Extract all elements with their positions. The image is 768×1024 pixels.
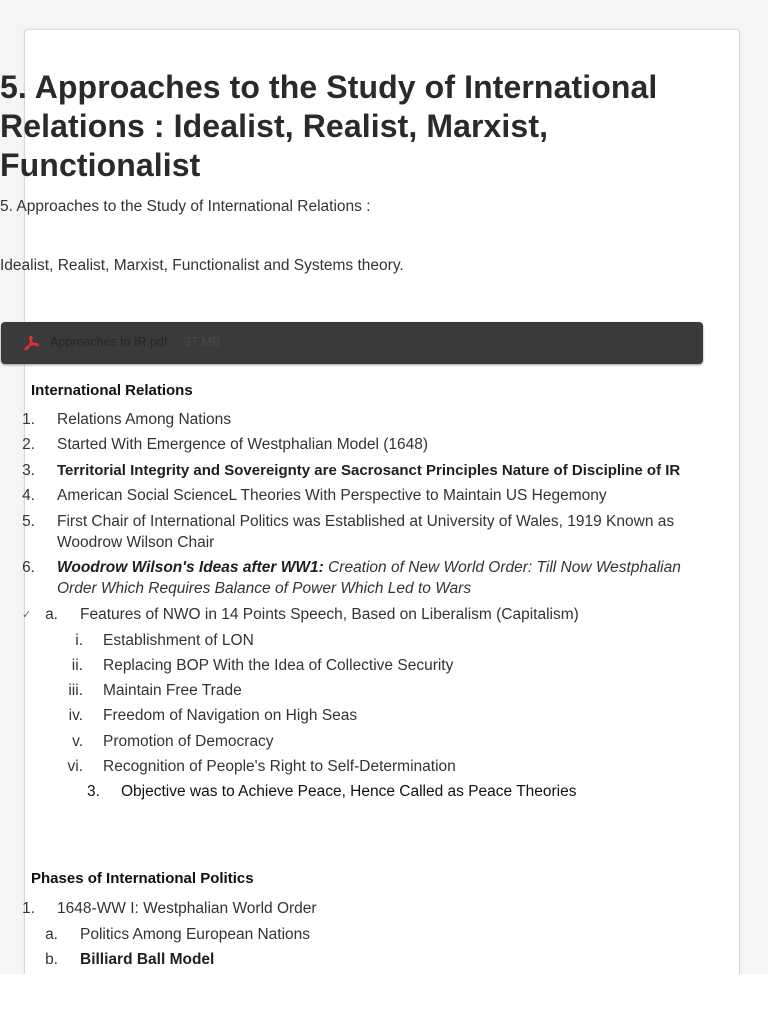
section-title-phases: Phases of International Politics [31,870,254,887]
pdf-icon [23,335,39,351]
subtitle-line-2: Idealist, Realist, Marxist, Functionalist and Systems theory. [0,257,404,274]
page-bottom-whitespace [0,974,768,1024]
attachment-file-name[interactable]: Approaches to IR.pdf [50,335,168,349]
subtitle-line-1: 5. Approaches to the Study of International Relations : [0,198,371,215]
collapse-toggle-icon[interactable]: ✓ [22,609,32,621]
pdf-attachment-bar[interactable] [1,322,703,364]
section-title-international-relations: International Relations [31,382,193,399]
attachment-file-size: 37 MB [184,335,221,349]
page-title: 5. Approaches to the Study of International Relations : Idealist, Realist, Marxist, Functionalist [0,69,658,183]
